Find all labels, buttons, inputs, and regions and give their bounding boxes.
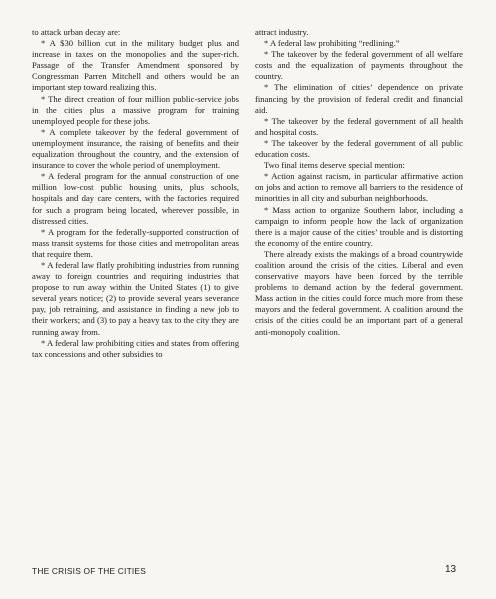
paragraph: * The elimination of cities’ dependence on private financing by the provision of federal credit and financial aid.	[255, 82, 463, 115]
paragraph: attract industry.	[255, 27, 309, 37]
paragraph: * A program for the federally-supported construction of mass transit systems for those cities and metropolitan areas that require them.	[32, 226, 239, 259]
paragraph: * A federal law flatly prohibiting industries from running away to foreign countries and requiring industries that propose to run away within the United States (1) to give several years notice; (2) to provide several years severance pay, job retraining, and assistance in finding a new job to their workers; and (3) to pay a heavy tax to the city they are running away from.	[32, 259, 239, 337]
page-number: 13	[445, 564, 457, 575]
paragraph: to attack urban decay are:	[32, 27, 121, 37]
paragraph: * Action against racism, in particular affirmative action on jobs and action to remove all barriers to the residence of minorities in all city and suburban neighborhoods.	[255, 171, 463, 204]
paragraph: * A complete takeover by the federal government of unemployment insurance, the raising of benefits and their equalization throughout the country, and the extension of insurance to cover the whole period of unemployment.	[32, 126, 239, 171]
paragraph: * The takeover by the federal government of all health and hospital costs.	[255, 115, 463, 137]
paragraph: * A $30 billion cut in the military budget plus and increase in taxes on the monopolies and the super-rich. Passage of the Transfer Amendment sponsored by Congressman Parren Mitchell and others would be an important step toward realizing this.	[32, 38, 239, 93]
paragraph: * The direct creation of four million public-service jobs in the cities plus a massive program for training unemployed people for these jobs.	[32, 93, 239, 126]
paragraph: * The takeover by the federal government of all welfare costs and the equalization of payments throughout the country.	[255, 49, 463, 82]
paragraph: Two final items deserve special mention:	[264, 160, 405, 171]
running-footer-title: THE CRISIS OF THE CITIES	[32, 566, 146, 576]
paragraph: * Mass action to organize Southern labor, including a campaign to inform people how the lack of organization there is a major cause of the cities’ trouble and is distorting the economy of the entire country.	[255, 204, 463, 248]
paragraph: * A federal program for the annual construction of one million low-cost public housing units, plus schools, hospitals and day care centers, with the factories required for such a program being located, wherever possible, in distressed cities.	[32, 171, 239, 226]
paragraph: * The takeover by the federal government of all public education costs.	[255, 137, 463, 160]
paragraph: * A federal law prohibiting “redlining.”	[264, 38, 400, 49]
paragraph: * A federal law prohibiting cities and states from offering tax concessions and other subsidies to	[32, 337, 239, 359]
paragraph: There already exists the makings of a broad countrywide coalition around the crisis of the cities. Liberal and even conservative mayors have been forced by the terrible problems to demand action by the federal government. Mass action in the cities could force much more from these mayors and the federal government. A coalition around the crisis of the cities could be an important part of a general anti-monopoly coalition.	[255, 248, 463, 337]
right-column	[255, 27, 463, 338]
left-column	[32, 27, 239, 360]
